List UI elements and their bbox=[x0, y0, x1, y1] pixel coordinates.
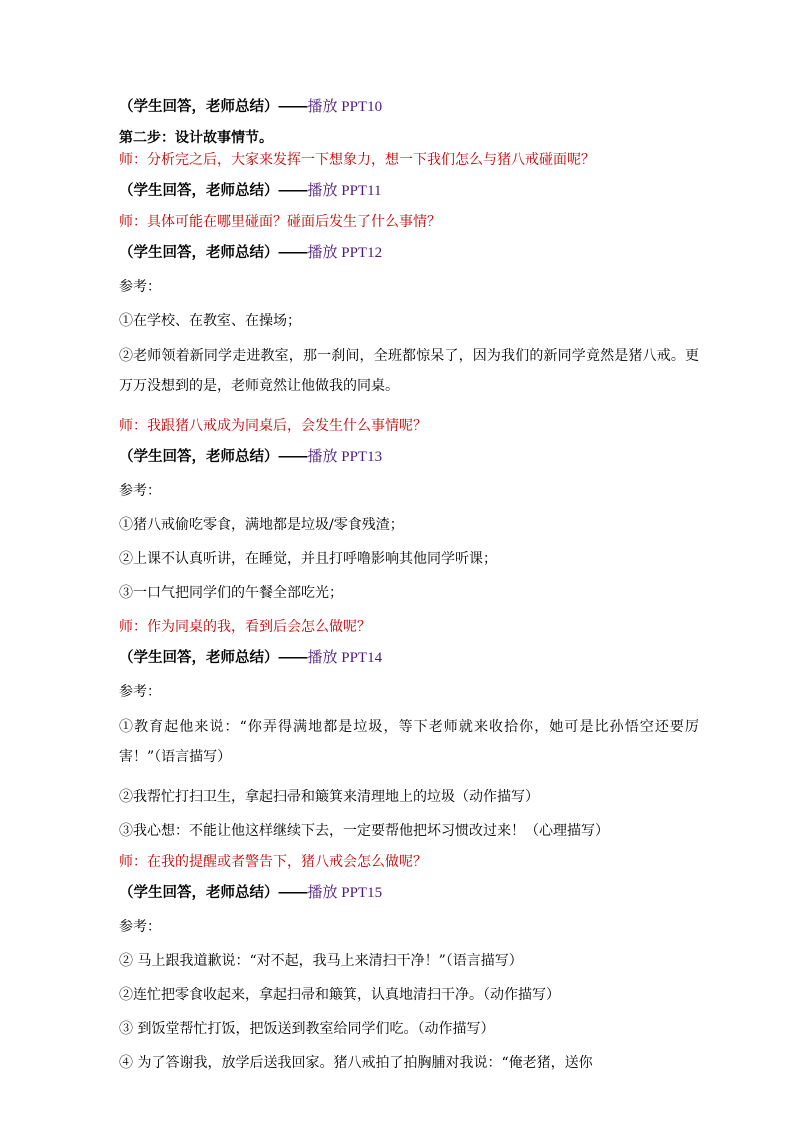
student-answer-line bbox=[119, 882, 699, 904]
ppt-reference: 播放 PPT11 bbox=[307, 183, 382, 199]
reference-item: ②上课不认真听讲，在睡觉，并且打呼噜影响其他同学听课； bbox=[119, 551, 497, 567]
answer-prefix: （学生回答，老师总结）—— bbox=[119, 183, 308, 199]
ppt-reference: 播放 PPT10 bbox=[307, 99, 383, 115]
reference-item: ①教育起他来说：“你弄得满地都是垃圾，等下老师就来收拾你，她可是比孙悟空还要厉害！”（语言描写） bbox=[119, 719, 699, 765]
reference-label: 参考： bbox=[119, 279, 161, 295]
reference-item: ①在学校、在教室、在操场； bbox=[119, 313, 301, 329]
answer-prefix: （学生回答，老师总结）—— bbox=[119, 99, 308, 115]
teacher-question: 师：在我的提醒或者警告下，猪八戒会怎么做呢？ bbox=[119, 854, 427, 870]
answer-prefix: （学生回答，老师总结）—— bbox=[119, 650, 308, 666]
step-heading: 第二步：设计故事情节。 bbox=[119, 130, 273, 146]
teacher-question: 师：作为同桌的我，看到后会怎么做呢？ bbox=[119, 619, 371, 635]
ppt-reference: 播放 PPT15 bbox=[307, 885, 383, 901]
answer-prefix: （学生回答，老师总结）—— bbox=[119, 449, 308, 465]
teacher-question: 师：分析完之后，大家来发挥一下想象力，想一下我们怎么与猪八戒碰面呢？ bbox=[119, 152, 595, 168]
reference-label: 参考： bbox=[119, 919, 161, 935]
ppt-reference: 播放 PPT13 bbox=[307, 449, 383, 465]
student-answer-line bbox=[119, 647, 699, 669]
reference-item: ③一口气把同学们的午餐全部吃光； bbox=[119, 585, 343, 601]
reference-item: ③ 到饭堂帮忙打饭，把饭送到教室给同学们吃。（动作描写） bbox=[119, 1021, 495, 1037]
reference-item: ③我心想：不能让他这样继续下去，一定要帮他把坏习惯改过来！（心理描写） bbox=[119, 823, 609, 839]
answer-prefix: （学生回答，老师总结）—— bbox=[119, 245, 308, 261]
reference-label: 参考： bbox=[119, 684, 161, 700]
student-answer-line bbox=[119, 446, 699, 468]
reference-label: 参考： bbox=[119, 483, 161, 499]
document-body bbox=[119, 96, 699, 1074]
reference-item: ②我帮忙打扫卫生，拿起扫帚和簸箕来清理地上的垃圾（动作描写） bbox=[119, 789, 539, 805]
teacher-question: 师：具体可能在哪里碰面？碰面后发生了什么事情？ bbox=[119, 214, 441, 230]
ppt-reference: 播放 PPT14 bbox=[307, 650, 383, 666]
reference-item: ②老师领着新同学走进教室，那一刹间，全班都惊呆了，因为我们的新同学竟然是猪八戒。更万万没想到的是，老师竟然让他做我的同桌。 bbox=[119, 348, 699, 394]
answer-prefix: （学生回答，老师总结）—— bbox=[119, 885, 308, 901]
student-answer-line bbox=[119, 180, 699, 202]
reference-item: ② 马上跟我道歉说：“对不起，我马上来清扫干净！”（语言描写） bbox=[119, 953, 523, 969]
teacher-question: 师：我跟猪八戒成为同桌后，会发生什么事情呢？ bbox=[119, 418, 427, 434]
student-answer-line bbox=[119, 96, 699, 118]
ppt-reference: 播放 PPT12 bbox=[307, 245, 383, 261]
reference-item: ①猪八戒偷吃零食，满地都是垃圾/零食残渣； bbox=[119, 517, 404, 533]
reference-item: ②连忙把零食收起来，拿起扫帚和簸箕，认真地清扫干净。（动作描写） bbox=[119, 987, 560, 1003]
reference-item: ④ 为了答谢我，放学后送我回家。猪八戒拍了拍胸脯对我说：“俺老猪，送你 bbox=[119, 1055, 593, 1071]
student-answer-line bbox=[119, 242, 699, 264]
